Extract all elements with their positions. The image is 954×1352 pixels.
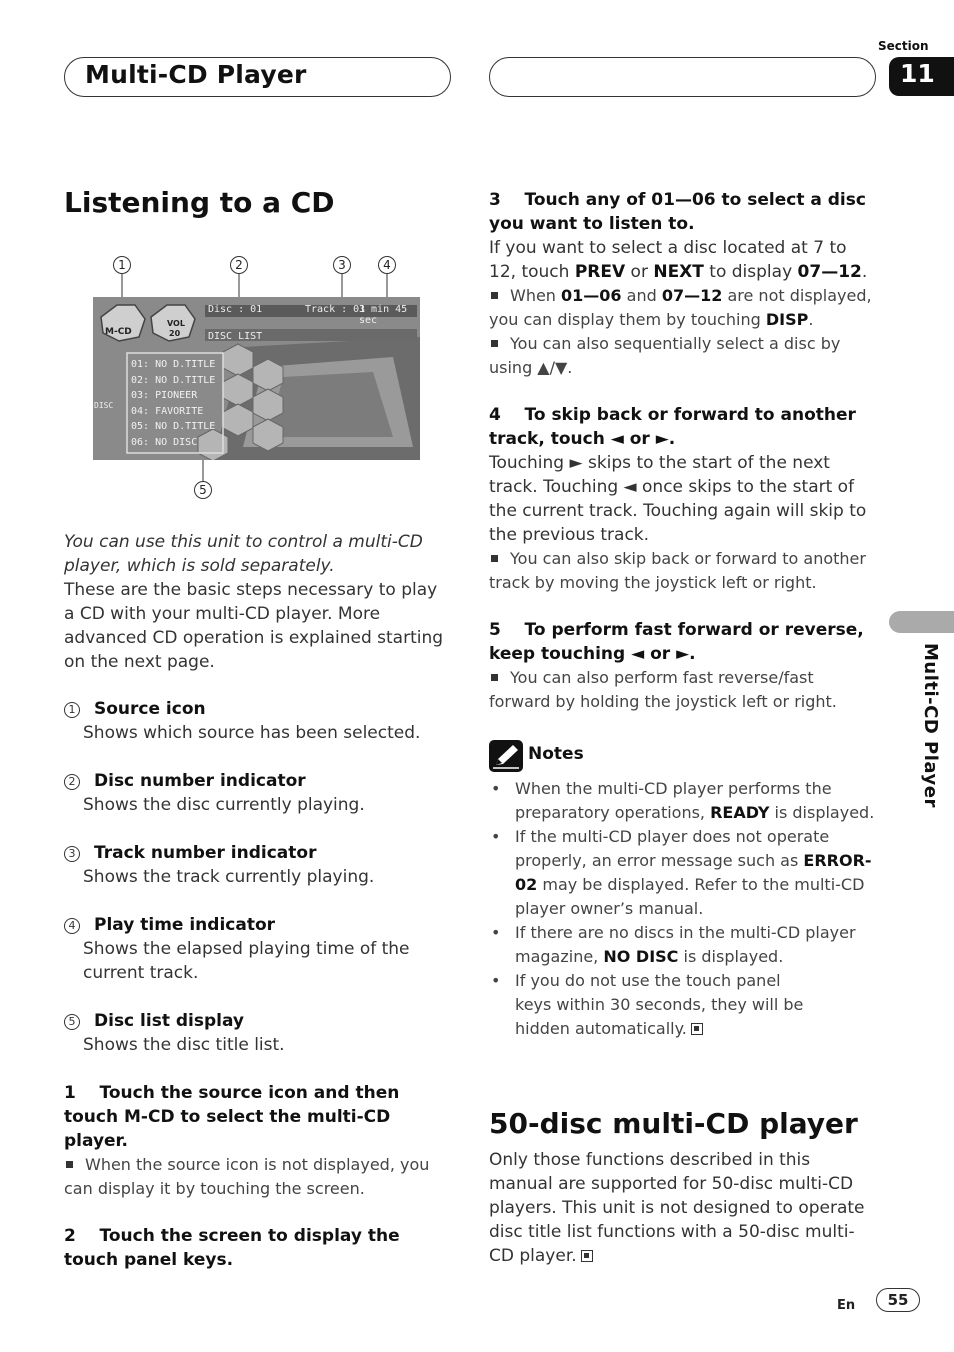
callout-3: 3 <box>333 256 351 274</box>
disc-list-entry: 04: FAVORITE <box>131 405 204 417</box>
item-title: Track number indicator <box>94 843 317 863</box>
disc-list-entry: 06: NO DISC <box>131 436 198 448</box>
note-item: • If the multi-CD player does not operate properly, an error message such as ERROR-02 may be displayed. Refer to the multi-CD player owner’s manual. <box>489 825 879 921</box>
disc-list-entry: 02: NO D.TITLE <box>131 374 216 386</box>
square-bullet-icon <box>491 555 498 562</box>
square-bullet-icon <box>491 292 498 299</box>
left-column <box>64 530 446 1272</box>
page-number: 55 <box>876 1288 920 1312</box>
vol-value: 20 <box>169 329 181 338</box>
item-title: Play time indicator <box>94 915 276 935</box>
item-title: Disc number indicator <box>94 771 306 791</box>
square-bullet-icon <box>491 674 498 681</box>
item-desc: Shows the elapsed playing time of the current track. <box>83 939 410 983</box>
step-2: 2 Touch the screen to display the touch panel keys. <box>64 1226 406 1270</box>
note-item: • If there are no discs in the multi-CD player magazine, NO DISC is displayed. <box>489 921 879 969</box>
item-number: 1 <box>64 702 80 718</box>
item-desc: Shows the track currently playing. <box>83 867 375 887</box>
step-1-note: When the source icon is not displayed, you can display it by touching the screen. <box>64 1155 430 1198</box>
step-4-text: Touching ► skips to the start of the next track. Touching ◄ once skips to the start of the current track. Touching again will skip to the previous track. <box>489 453 867 545</box>
play-time-indicator: 3 min 45 sec <box>359 304 408 326</box>
item-number: 4 <box>64 918 80 934</box>
step-3-text: If you want to select a disc located at 7 to 12, touch PREV or NEXT to display 07—12. <box>489 238 868 282</box>
item-desc: Shows which source has been selected. <box>83 723 421 743</box>
track-number-indicator: Track : 01 <box>305 304 366 315</box>
step-1: 1 Touch the source icon and then touch M-CD to select the multi-CD player. <box>64 1083 406 1151</box>
square-bullet-icon <box>491 340 498 347</box>
callout-5: 5 <box>194 481 212 499</box>
step-4-note: You can also skip back or forward to another track by moving the joystick left or right. <box>489 549 866 592</box>
section-label: Section <box>878 39 929 53</box>
end-mark-icon <box>691 1023 703 1035</box>
fifty-disc-text: Only those functions described in this manual are supported for 50-disc multi-CD players. This unit is not designed to operate disc title list functions with a 50-disc multi-CD player. <box>489 1150 865 1266</box>
notes-pencil-icon <box>489 740 523 772</box>
step-3-note-1: When 01—06 and 07—12 are not displayed, you can display them by touching DISP. <box>489 286 872 329</box>
item-desc: Shows the disc title list. <box>83 1035 285 1055</box>
callout-1: 1 <box>113 256 131 274</box>
fifty-disc-heading: 50-disc multi-CD player <box>489 1107 858 1140</box>
step-5-note: You can also perform fast reverse/fast forward by holding the joystick left or right. <box>489 668 837 711</box>
item-disc-list <box>64 1009 446 1033</box>
language-label: En <box>837 1298 856 1313</box>
disc-list-entry: 03: PIONEER <box>131 390 198 401</box>
disc-list-entry: 05: NO D.TITLE <box>131 421 216 432</box>
intro-italic: You can use this unit to control a multi-CD player, which is sold separately. <box>64 532 423 576</box>
item-play-time <box>64 913 446 937</box>
listening-heading: Listening to a CD <box>64 186 335 219</box>
step-3: 3 Touch any of 01—06 to select a disc you want to listen to. <box>489 190 872 234</box>
item-source-icon <box>64 697 446 721</box>
right-column <box>489 188 876 714</box>
disc-list-label: DISC LIST <box>208 331 263 342</box>
side-tab-marker <box>889 611 954 633</box>
callout-2: 2 <box>230 256 248 274</box>
cd-screen-illustration <box>93 297 420 460</box>
item-track-number <box>64 841 446 865</box>
item-disc-number <box>64 769 446 793</box>
callout-4: 4 <box>378 256 396 274</box>
item-number: 2 <box>64 774 80 790</box>
step-5: 5 To perform fast forward or reverse, keep touching ◄ or ►. <box>489 620 870 664</box>
item-number: 5 <box>64 1014 80 1030</box>
notes-list <box>489 777 879 1041</box>
step-4: 4 To skip back or forward to another track, touch ◄ or ►. <box>489 405 862 449</box>
header-title: Multi-CD Player <box>85 60 307 89</box>
intro-text: These are the basic steps necessary to play a CD with your multi-CD player. More advanced CD operation is explained starting on the next page. <box>64 580 444 672</box>
disc-list-entry: 01: NO D.TITLE <box>131 359 216 370</box>
disc-number-indicator: Disc : 01 <box>208 304 263 315</box>
item-title: Disc list display <box>94 1011 245 1031</box>
item-title: Source icon <box>94 699 206 719</box>
side-tab-label: Multi-CD Player <box>920 643 941 808</box>
square-bullet-icon <box>66 1161 73 1168</box>
item-number: 3 <box>64 846 80 862</box>
disc-list-display <box>131 357 219 450</box>
step-3-note-2: You can also sequentially select a disc by using ▲/▼. <box>489 334 841 377</box>
vol-label: VOL <box>167 319 185 328</box>
note-item: • When the multi-CD player performs the preparatory operations, READY is displayed. <box>489 777 879 825</box>
disc-side-label: DISC <box>94 401 114 410</box>
item-desc: Shows the disc currently playing. <box>83 795 365 815</box>
note-item: • If you do not use the touch panel keys within 30 seconds, they will be hidden automatically. <box>489 969 815 1041</box>
notes-heading: Notes <box>528 744 584 764</box>
end-mark-icon <box>581 1250 593 1262</box>
fifty-disc-section <box>489 1148 876 1268</box>
source-icon-label: M-CD <box>105 327 132 337</box>
section-number: 11 <box>900 59 935 88</box>
